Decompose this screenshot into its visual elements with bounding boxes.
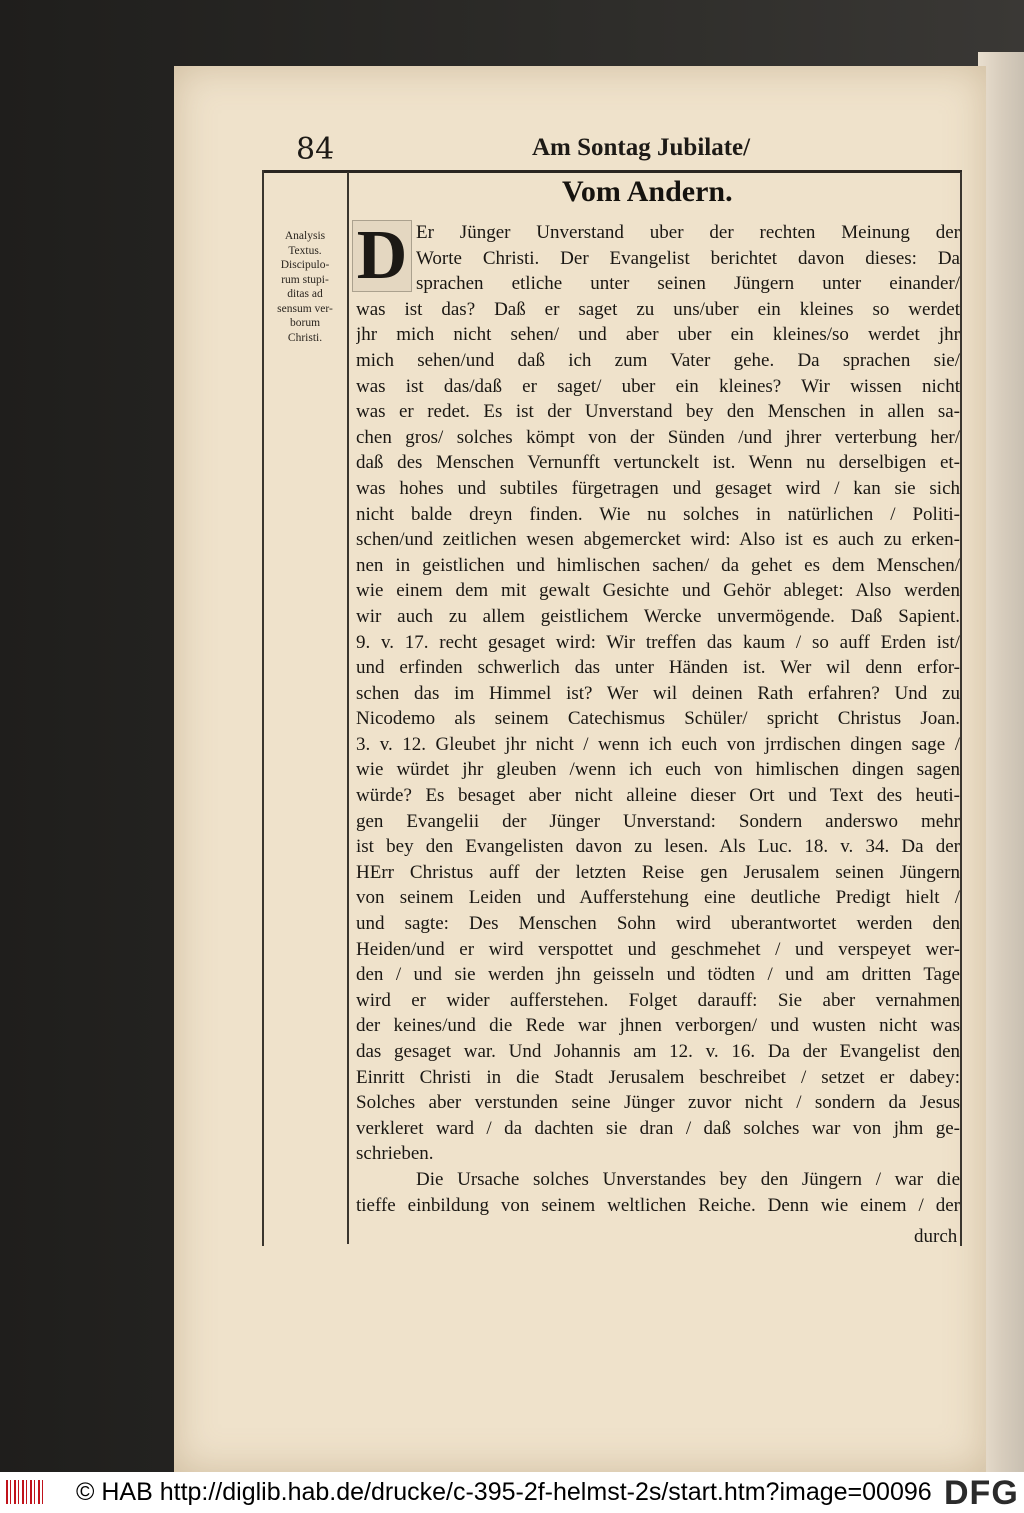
margin-note-line: rum stupi-	[281, 273, 329, 286]
text-line: tieffe einbildung von seinem weltlichen Reiche. Denn wie einem / der	[356, 1194, 960, 1216]
page-number: 84	[296, 132, 335, 167]
text-line: Einritt Christi in die Stadt Jerusalem beschreibet / setzet er dabey:	[356, 1066, 960, 1088]
section-title: Vom Andern.	[562, 175, 733, 208]
margin-note-line: Christi.	[287, 331, 323, 344]
text-line: jhr mich nicht sehen/ und aber uber ein kleines/so werdet jhr	[356, 324, 960, 346]
margin-note-line: Discipulo-	[280, 259, 330, 271]
text-line: was ist das? Daß er saget zu uns/uber ein kleines so werdet	[356, 298, 960, 320]
text-line: gen Evangelii der Jünger Unverstand: Sondern anderswo mehr	[356, 810, 960, 832]
text-line: nen in geistlichen und himlischen sachen/ da gehet es dem Menschen/	[356, 554, 960, 576]
text-line: verkleret ward / da dachten sie dran / daß solches war von jhm ge-	[356, 1117, 960, 1139]
drop-cap-initial: D	[352, 220, 412, 292]
text-line: wie würdet jhr gleuben /wenn ich euch von himlischen dingen sagen	[356, 759, 960, 781]
text-line: sprachen etliche unter seinen Jüngern unter einander/	[416, 273, 960, 295]
text-line: ist bey den Evangelisten davon zu lesen. Als Luc. 18. v. 34. Da der	[356, 836, 960, 858]
text-line: das gesaget war. Und Johannis am 12. v. 16. Da der Evangelist den	[356, 1041, 960, 1062]
footer-bar	[0, 1472, 1024, 1513]
text-line: wir auch zu allem geistlichem Wercke unvermögende. Daß Sapient.	[356, 605, 960, 627]
text-line: würde? Es besaget aber nicht alleine dieser Ort und Text des heuti-	[356, 785, 960, 807]
margin-note-line: sensum ver-	[277, 302, 333, 315]
margin-note-line: Analysis	[284, 230, 326, 242]
margin-note-line: ditas ad	[287, 288, 323, 300]
margin-column-rule	[347, 172, 349, 1244]
text-line: 3. v. 12. Gleubet jhr nicht / wenn ich euch von jrrdischen dingen sage /	[356, 733, 960, 755]
text-line: 9. v. 17. recht gesaget wird: Wir treffen das kaum / so auff Erden ist/	[356, 631, 960, 653]
text-line: den / und sie werden jhn geisseln und tödten / und am dritten Tage	[356, 964, 960, 986]
text-line: nicht balde dreyn finden. Wie nu solches in natürlichen / Politi-	[356, 503, 960, 525]
text-line: mich sehen/und daß ich zum Vater gehe. Da sprachen sie/	[356, 349, 960, 371]
body-text	[356, 220, 960, 1218]
text-line: und erfinden schwerlich das unter Händen ist. Wer wil denn erfor-	[356, 657, 960, 679]
text-line: schrieben.	[356, 1143, 434, 1165]
text-line: was hohes und subtiles fürgetragen und gesaget wird / kan sie sich	[356, 477, 960, 499]
dfg-logo: DFG	[944, 1474, 1019, 1512]
text-line: Er Jünger Unverstand uber der rechten Meinung der	[416, 222, 960, 243]
text-line: wird er wider aufferstehen. Folget darauff: Sie aber vernahmen	[356, 989, 960, 1011]
right-rule	[960, 172, 962, 1246]
text-line: schen das im Himmel ist? Wer wil deinen Rath erfahren? Und zu	[356, 682, 960, 704]
catchword: durch	[914, 1226, 958, 1247]
text-line: Heiden/und er wird verspottet und geschmehet / und verspeyet wer-	[356, 938, 960, 960]
barcode-icon	[6, 1480, 46, 1504]
margin-note-line: Textus.	[288, 244, 322, 257]
text-line: HErr Christus auff der letzten Reise gen Jerusalem seinen Jüngern	[356, 861, 960, 883]
text-line: und sagte: Des Menschen Sohn wird uberantwortet werden den	[356, 913, 960, 935]
header-rule	[262, 170, 962, 173]
footer-citation: © HAB http://diglib.hab.de/drucke/c-395-2f-helmst-2s/start.htm?image=00096	[76, 1478, 932, 1506]
text-line: daß des Menschen Vernunfft vertunckelt ist. Wenn nu derselbigen et-	[356, 452, 960, 474]
page-header	[262, 130, 962, 170]
text-line: wie einem dem mit gewalt Gesichte und Gehör ableget: Also werden	[356, 580, 960, 602]
margin-note	[264, 229, 346, 345]
text-line: der keines/und die Rede war jhnen verborgen/ und wusten nicht was	[356, 1015, 960, 1037]
text-line: was ist das/daß er saget/ uber ein kleines? Wir wissen nicht	[356, 375, 960, 397]
text-line: Die Ursache solches Unverstandes bey den Jüngern / war die	[416, 1168, 960, 1190]
running-head: Am Sontag Jubilate/	[532, 134, 751, 161]
margin-note-line: borum	[289, 317, 321, 329]
text-line: Worte Christi. Der Evangelist berichtet davon dieses: Da	[416, 247, 960, 269]
text-line: was er redet. Es ist der Unverstand bey den Menschen in allen sa-	[356, 401, 960, 423]
text-line: schen/und zeitlichen wesen abgemercket wird: Also ist es auch zu erken-	[356, 529, 960, 551]
text-line: chen gros/ solches kömpt von der Sünden /und jhrer verterbung her/	[356, 426, 960, 448]
text-line: Solches aber verstunden seine Jünger zuvor nicht / sondern da Jesus	[356, 1092, 960, 1114]
text-line: von seinem Leiden und Aufferstehung eine deutliche Predigt hielt /	[356, 887, 960, 909]
text-line: Nicodemo als seinem Catechismus Schüler/ spricht Christus Joan.	[356, 708, 960, 730]
